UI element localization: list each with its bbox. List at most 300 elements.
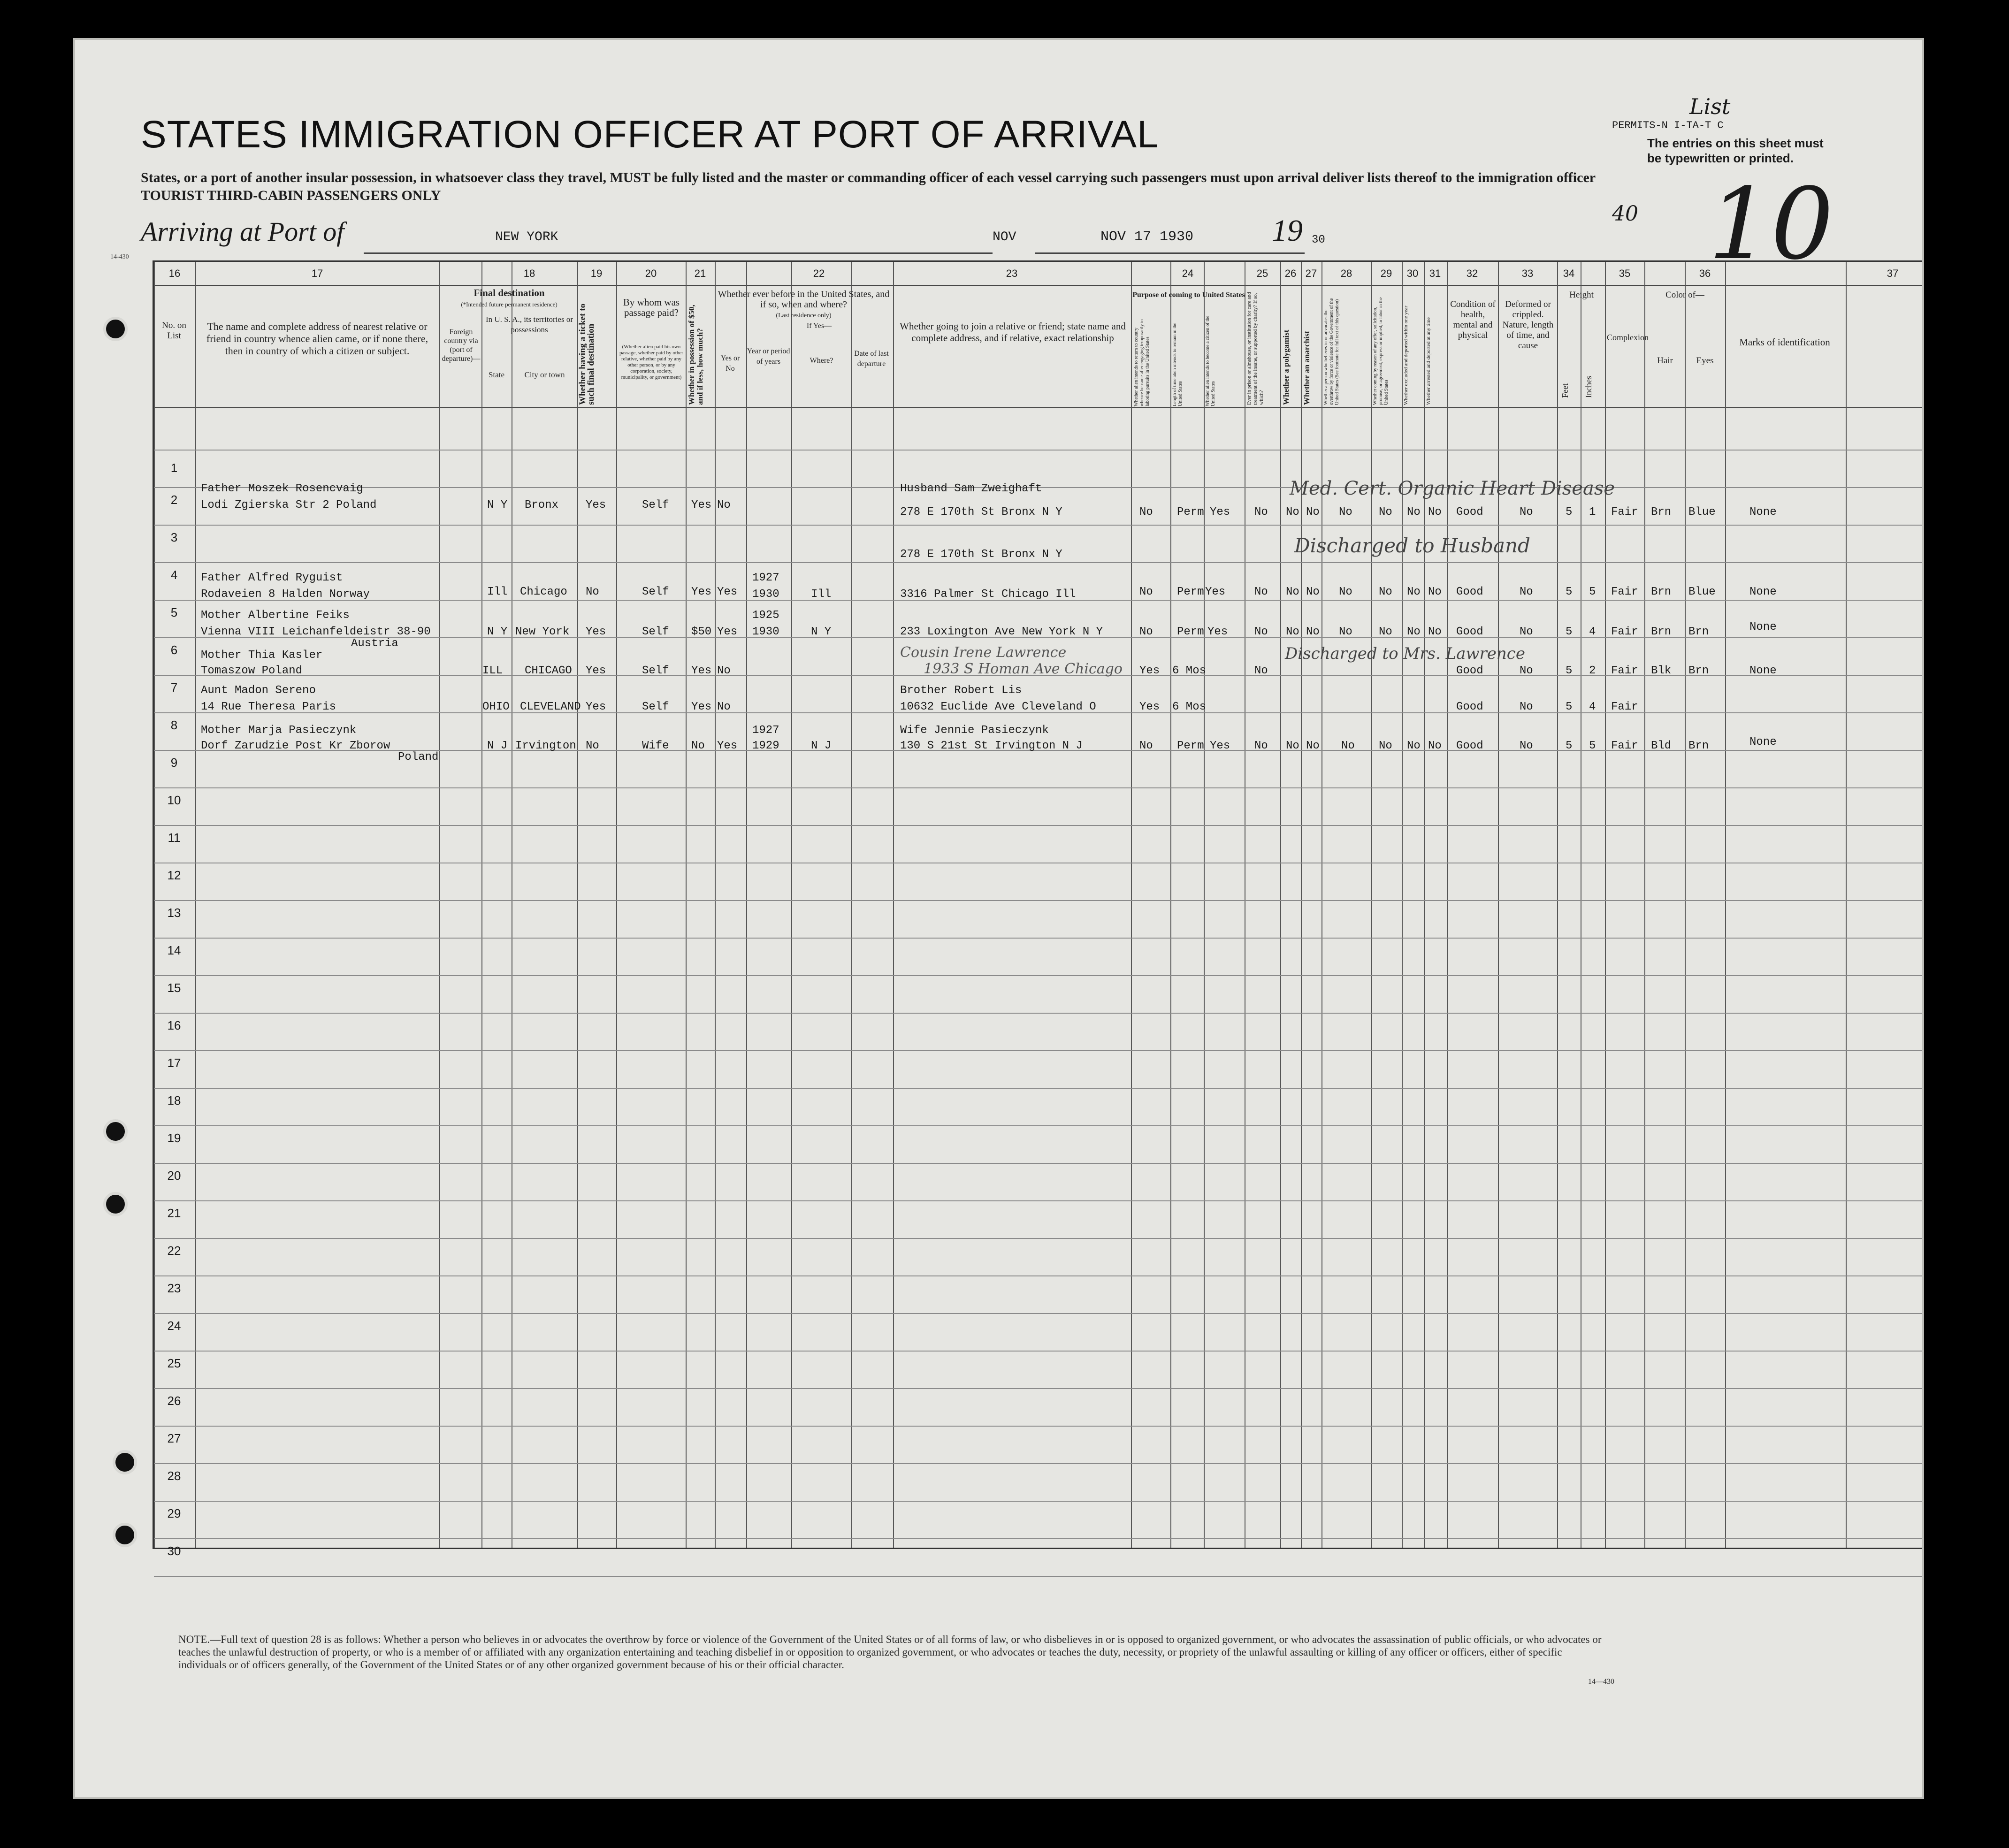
- r4-relative-c: Austria: [351, 637, 398, 650]
- r1-relative-a: Father Moszek Rosencvaig: [201, 482, 363, 495]
- r4-prison: No: [1254, 626, 1268, 638]
- r5-deformed: No: [1520, 664, 1533, 677]
- r7-paid: Wife: [642, 740, 669, 752]
- r5-join: 1933 S Homan Ave Chicago: [924, 661, 1123, 677]
- column-rule: [1557, 262, 1558, 1548]
- column-rule: [195, 262, 196, 1548]
- column-rule: [1301, 262, 1302, 1548]
- r3-inches: 5: [1589, 586, 1596, 598]
- column-number: 33: [1521, 267, 1534, 279]
- r6-health: Good: [1456, 701, 1483, 713]
- r3-eyes: Blue: [1688, 586, 1716, 598]
- row-number: 10: [167, 793, 181, 807]
- r6-money: Yes: [691, 701, 712, 713]
- r3-money: Yes: [691, 586, 712, 598]
- r4-join: 233 Loxington Ave New York N Y: [900, 626, 1103, 638]
- row-number: 16: [167, 1018, 181, 1032]
- col-header-overthrow: Whether a person who believes in or advocates the overthrow by force or violence of the Government of the United States (See footnote for full text of this question): [1323, 298, 1340, 405]
- r4-feet: 5: [1566, 626, 1573, 638]
- row-rule: [154, 1275, 1922, 1276]
- r4-citizen: Yes: [1207, 626, 1228, 638]
- r3-anarchist: No: [1306, 586, 1320, 598]
- column-rule: [715, 262, 716, 1548]
- column-rule: [851, 262, 852, 1548]
- form-number-top: 14-430: [110, 253, 129, 260]
- arrival-line: [141, 216, 1922, 258]
- col-header-city: City or town: [524, 370, 565, 379]
- r6-feet: 5: [1566, 701, 1573, 713]
- col-header-polygamist: Whether a polygamist: [1282, 329, 1291, 405]
- footnote-form-number: 14—430: [1588, 1678, 1614, 1686]
- row-number: 12: [167, 868, 181, 882]
- footnote: [178, 1633, 1614, 1686]
- column-rule: [1371, 262, 1372, 1548]
- r3-city: Chicago: [520, 586, 567, 598]
- col-header-offer: Whether coming by reason of any offer, solicitation, promise, or agreement, express or implied, to labor in the United States: [1373, 297, 1389, 405]
- col-header-inches: Inches: [1584, 376, 1593, 398]
- col-header-return: Whether alien intends to return to country whence he came after engaging temporarily in laboring pursuits in the United States: [1134, 319, 1150, 406]
- row-number: 21: [167, 1206, 181, 1220]
- col-header-deformed: Deformed or crippled. Nature, length of time, and cause: [1502, 299, 1554, 351]
- col-header-paid: By whom was passage paid?: [623, 297, 680, 318]
- r3-offer: No: [1379, 586, 1392, 598]
- r1-ticket: Yes: [586, 499, 606, 512]
- row-number: 4: [170, 568, 178, 582]
- r1-length: Perm: [1177, 506, 1204, 519]
- row-rule: [154, 1163, 1922, 1164]
- r3-relative-a: Father Alfred Ryguist: [201, 572, 343, 584]
- r7-feet: 5: [1566, 740, 1573, 752]
- r5-money: Yes: [691, 664, 712, 677]
- footnote-text: NOTE.—Full text of question 28 is as follows: Whether a person who believes in or advocates the overthrow by force or violence of the Government of the United States or of all forms of law, or who disbelieves in or is opposed to organized government, or who advocates the assassination of public officials, or who advocates or teaches the unlawful destruction of property, or who is a member of or affiliated with any organization entertaining and teaching disbelief in or opposition to organized government, or who advocates or teaches the duty, necessity, or propriety of the unlawful assaulting or killing of any officer or officers, either of specific individuals or of officers generally, of the Government of the United States or of any other organized government because of his or their official character.: [178, 1634, 1602, 1671]
- r5-hair: Blk: [1651, 664, 1672, 677]
- r4-city: New York: [515, 626, 570, 638]
- r4-ticket: Yes: [586, 626, 606, 638]
- r7-relative-c: Poland: [398, 751, 439, 764]
- column-number: 37: [1887, 267, 1899, 279]
- r4-paid: Self: [642, 626, 669, 638]
- row-number: 26: [167, 1394, 181, 1408]
- column-number: 22: [813, 267, 825, 279]
- r6-state: OHIO: [482, 701, 510, 713]
- r3-return: No: [1139, 586, 1153, 598]
- instruction-text: [141, 169, 1689, 205]
- row-rule: [154, 562, 1922, 563]
- r1-marks: None: [1749, 506, 1777, 519]
- row-rule: [154, 1200, 1922, 1201]
- binder-hole: [113, 1523, 137, 1547]
- row-number: 17: [167, 1056, 181, 1070]
- r4-arrested: No: [1428, 626, 1442, 638]
- r1-join-b: 278 E 170th St Bronx N Y: [900, 506, 1062, 519]
- r1-anarchist: No: [1306, 506, 1320, 519]
- row-rule: [154, 1426, 1922, 1427]
- r7-marks: None: [1749, 736, 1777, 748]
- row-rule: [154, 525, 1922, 526]
- r6-length: 6 Mos: [1172, 701, 1207, 713]
- column-rule: [577, 262, 578, 1548]
- column-number: 19: [590, 267, 603, 279]
- row-rule: [154, 900, 1922, 901]
- arriving-label: Arriving at Port of: [141, 216, 344, 247]
- column-number: 34: [1563, 267, 1575, 279]
- r4-relative-b: Vienna VIII Leichanfeldeistr 38-90: [201, 626, 431, 638]
- r1-prison: No: [1254, 506, 1268, 519]
- column-rule: [1204, 262, 1205, 1548]
- r5-return: Yes: [1139, 664, 1160, 677]
- r7-anarchist: No: [1306, 740, 1320, 752]
- r5-before: No: [717, 664, 731, 677]
- r1-deformed: No: [1520, 506, 1533, 519]
- r4-year-a: 1925: [752, 609, 779, 622]
- column-rule: [616, 262, 617, 1548]
- r1-paid: Self: [642, 499, 669, 512]
- row-number: 19: [167, 1131, 181, 1145]
- column-rule: [154, 262, 155, 1548]
- r7-citizen: Yes: [1210, 740, 1230, 752]
- subtitle: TOURIST THIRD-CABIN PASSENGERS ONLY: [141, 188, 441, 203]
- row-rule: [154, 825, 1922, 826]
- r5-eyes: Brn: [1688, 664, 1709, 677]
- r3-where: Ill: [811, 588, 832, 601]
- page-title: STATES IMMIGRATION OFFICER AT PORT OF ARRIVAL: [141, 113, 1159, 156]
- r3-year-a: 1927: [752, 572, 779, 584]
- instruction-line: States, or a port of another insular possession, in whatsoever class they travel, MUST be fully listed and the master or commanding officer of each vessel carrying such passengers must upon arrival deliver lists thereof to the immigration officer: [141, 170, 1596, 185]
- r7-eyes: Brn: [1688, 740, 1709, 752]
- binder-hole: [113, 1450, 137, 1474]
- r4-where: N Y: [811, 626, 832, 638]
- r5-prison: No: [1254, 664, 1268, 677]
- row-number: 6: [170, 643, 178, 657]
- r6-complexion: Fair: [1611, 701, 1638, 713]
- r1-join-a: Husband Sam Zweighaft: [900, 482, 1042, 495]
- row-rule: [154, 450, 1922, 451]
- r3-polygamist: No: [1286, 586, 1299, 598]
- column-number: 26: [1284, 267, 1297, 279]
- r1-overthrow: No: [1339, 506, 1352, 519]
- column-number: 30: [1406, 267, 1419, 279]
- list-number: 10: [1708, 167, 1834, 282]
- r3-ticket: No: [586, 586, 599, 598]
- col-header-join: Whether going to join a relative or friend; state name and complete address, and if relative, exact relationship: [900, 321, 1126, 344]
- manifest-page: [75, 40, 1922, 1797]
- r7-offer: No: [1379, 740, 1392, 752]
- r4-health: Good: [1456, 626, 1483, 638]
- r3-year-b: 1930: [752, 588, 779, 601]
- column-number: 31: [1429, 267, 1441, 279]
- r6-relative-b: 14 Rue Theresa Paris: [201, 701, 336, 713]
- row-rule: [154, 1050, 1922, 1051]
- r1-city: Bronx: [525, 499, 559, 512]
- column-rule: [746, 262, 747, 1548]
- row-number: 23: [167, 1281, 181, 1295]
- col-header-where: Where?: [810, 357, 833, 365]
- r3-overthrow: No: [1339, 586, 1352, 598]
- column-rule: [1605, 262, 1606, 1548]
- r7-year-a: 1927: [752, 724, 779, 737]
- r3-deformed: No: [1520, 586, 1533, 598]
- r3-arrested: No: [1428, 586, 1442, 598]
- r4-year-b: 1930: [752, 626, 779, 638]
- row-rule: [154, 1501, 1922, 1502]
- r6-join-b: 10632 Euclide Ave Cleveland O: [900, 701, 1096, 713]
- column-rule: [1280, 262, 1281, 1548]
- column-number-rule: [154, 285, 1922, 286]
- r5-relative-b: Tomaszow Poland: [201, 664, 303, 677]
- row-number: 22: [167, 1244, 181, 1258]
- r5-handwritten-cousin: Cousin Irene Lawrence: [900, 644, 1067, 661]
- r3-health: Good: [1456, 586, 1483, 598]
- r6-deformed: No: [1520, 701, 1533, 713]
- column-rule: [481, 262, 482, 1548]
- col-header-before: Whether ever before in the United States, and if so, when and where?: [718, 289, 890, 310]
- row-number: 30: [167, 1544, 181, 1558]
- r5-complexion: Fair: [1611, 664, 1638, 677]
- row-number: 29: [167, 1506, 181, 1520]
- r5-length: 6 Mos: [1172, 664, 1207, 677]
- r4-return: No: [1139, 626, 1153, 638]
- column-rule: [1498, 262, 1499, 1548]
- column-number: 32: [1466, 267, 1478, 279]
- col-header-date-departure: Date of last departure: [854, 350, 889, 368]
- r7-excluded: No: [1407, 740, 1421, 752]
- r7-inches: 5: [1589, 740, 1596, 752]
- col-header-marks: Marks of identification: [1739, 336, 1830, 348]
- col-header-yes-no: Yes or No: [720, 354, 740, 373]
- col-header-hair: Hair: [1657, 356, 1673, 366]
- column-rule: [1131, 262, 1132, 1548]
- r4-length: Perm: [1177, 626, 1204, 638]
- r3-paid: Self: [642, 586, 669, 598]
- column-number: 25: [1256, 267, 1268, 279]
- r7-length: Perm: [1177, 740, 1204, 752]
- row-number: 28: [167, 1469, 181, 1483]
- r4-before: Yes: [717, 626, 738, 638]
- row-rule: [154, 1125, 1922, 1126]
- col-header-citizen: Whether alien intends to become a citizen of the United States: [1205, 315, 1216, 406]
- row-number: 15: [167, 981, 181, 995]
- r7-prison: No: [1254, 740, 1268, 752]
- r1-complexion: Fair: [1611, 506, 1638, 519]
- r7-ticket: No: [586, 740, 599, 752]
- r1-excluded: No: [1407, 506, 1421, 519]
- row-rule: [154, 787, 1922, 788]
- r1-money: Yes: [691, 499, 712, 512]
- r5-relative-a: Mother Thia Kasler: [201, 649, 323, 662]
- row-rule: [154, 1013, 1922, 1014]
- row-rule: [154, 1538, 1922, 1539]
- column-rule: [439, 262, 440, 1548]
- binder-hole: [103, 317, 128, 341]
- r7-join-b: 130 S 21st St Irvington N J: [900, 740, 1083, 752]
- row-rule: [154, 1238, 1922, 1239]
- r6-paid: Self: [642, 701, 669, 713]
- row-number: 1: [170, 461, 178, 475]
- column-rule: [1424, 262, 1425, 1548]
- row-number: 24: [167, 1319, 181, 1333]
- column-number: 21: [694, 267, 706, 279]
- column-rule: [893, 262, 894, 1548]
- r7-health: Good: [1456, 740, 1483, 752]
- r1-citizen: Yes: [1210, 506, 1230, 519]
- column-number: 16: [168, 267, 181, 279]
- binder-hole: [103, 1119, 128, 1144]
- row-number: 27: [167, 1431, 181, 1445]
- row-rule: [154, 938, 1922, 939]
- r4-offer: No: [1379, 626, 1392, 638]
- r3-hair: Brn: [1651, 586, 1672, 598]
- col-header-destination: Final destination: [474, 287, 545, 298]
- col-header-complexion: Complexion: [1607, 333, 1649, 342]
- row-number: 18: [167, 1093, 181, 1107]
- r5-city: CHICAGO: [525, 664, 572, 677]
- r5-state: ILL: [482, 664, 503, 677]
- r3-before: Yes: [717, 586, 738, 598]
- r4-inches: 4: [1589, 626, 1596, 638]
- r7-join-a: Wife Jennie Pasieczynk: [900, 724, 1049, 737]
- r3-complexion: Fair: [1611, 586, 1638, 598]
- r7-relative-a: Mother Marja Pasieczynk: [201, 724, 357, 737]
- col-header-before-sub: (Last residence only): [776, 312, 832, 319]
- r3-relative-b: Rodaveien 8 Halden Norway: [201, 588, 370, 601]
- r7-hair: Bld: [1651, 740, 1672, 752]
- column-number: 17: [311, 267, 323, 279]
- row-number: 14: [167, 943, 181, 957]
- r4-complexion: Fair: [1611, 626, 1638, 638]
- r1-offer: No: [1379, 506, 1392, 519]
- r7-complexion: Fair: [1611, 740, 1638, 752]
- entries-note-1: The entries on this sheet must: [1647, 136, 1824, 150]
- col-header-state: State: [489, 370, 504, 379]
- r4-hair: Brn: [1651, 626, 1672, 638]
- r7-before: Yes: [717, 740, 738, 752]
- column-number: 23: [1006, 267, 1018, 279]
- column-number: 27: [1305, 267, 1317, 279]
- r3-feet: 5: [1566, 586, 1573, 598]
- r4-marks: None: [1749, 621, 1777, 634]
- r7-year-b: 1929: [752, 740, 779, 752]
- column-number: 29: [1380, 267, 1392, 279]
- year-suffix: 30: [1312, 234, 1325, 246]
- column-number: 24: [1182, 267, 1194, 279]
- r3-excluded: No: [1407, 586, 1421, 598]
- permits-code: PERMITS-N I-TA-T C: [1612, 120, 1724, 131]
- column-number: 28: [1340, 267, 1352, 279]
- r1-eyes: Blue: [1688, 506, 1716, 519]
- column-rule: [1725, 262, 1726, 1548]
- column-number: 35: [1619, 267, 1631, 279]
- r6-join-a: Brother Robert Lis: [900, 684, 1022, 697]
- r2-handwritten-note: Discharged to Husband: [1294, 534, 1530, 557]
- r5-inches: 2: [1589, 664, 1596, 677]
- r7-deformed: No: [1520, 740, 1533, 752]
- col-header-money: Whether in possession of $50, and if less, how much?: [687, 305, 704, 405]
- r1-feet: 5: [1566, 506, 1573, 519]
- r6-return: Yes: [1139, 701, 1160, 713]
- r1-inches: 1: [1589, 506, 1596, 519]
- row-number: 8: [170, 718, 178, 732]
- row-number: 25: [167, 1356, 181, 1370]
- r4-money: $50: [691, 626, 712, 638]
- col-header-feet: Feet: [1560, 383, 1570, 398]
- col-header-eyes: Eyes: [1696, 356, 1714, 366]
- r7-relative-b: Dorf Zarudzie Post Kr Zborow: [201, 740, 390, 752]
- r1-return: No: [1139, 506, 1153, 519]
- passenger-table: [153, 260, 1922, 1558]
- r6-relative-a: Aunt Madon Sereno: [201, 684, 316, 697]
- col-header-foreign: Foreign country via (port of departure)—: [442, 328, 481, 363]
- column-rule: [686, 262, 687, 1548]
- row-number: 20: [167, 1168, 181, 1183]
- r1-health: Good: [1456, 506, 1483, 519]
- col-header-destination-sub: (*Intended future permanent residence): [461, 301, 558, 308]
- col-header-anarchist: Whether an anarchist: [1302, 330, 1311, 405]
- r7-overthrow: No: [1341, 740, 1355, 752]
- col-header-relative: The name and complete address of nearest relative or friend in country whence alien came, or if none there, then in country of which a citizen or subject.: [206, 321, 428, 357]
- r1-arrested: No: [1428, 506, 1442, 519]
- r7-polygamist: No: [1286, 740, 1299, 752]
- r3-marks: None: [1749, 586, 1777, 598]
- r1-hair: Brn: [1651, 506, 1672, 519]
- column-rule: [1402, 262, 1403, 1548]
- date-rule: [1035, 252, 1305, 254]
- r1-before: No: [717, 499, 731, 512]
- r5-ticket: Yes: [586, 664, 606, 677]
- page-forty: 40: [1612, 202, 1638, 226]
- arrival-stamp-date: NOV 17 1930: [1100, 229, 1194, 245]
- r2-join: 278 E 170th St Bronx N Y: [900, 548, 1062, 561]
- r6-before: No: [717, 701, 731, 713]
- column-rule: [1170, 262, 1171, 1548]
- col-header-color: Color of—: [1665, 290, 1704, 300]
- col-header-height: Height: [1569, 290, 1594, 300]
- col-header-ticket: Whether having a ticket to such final destination: [578, 303, 596, 405]
- row-number: 5: [170, 605, 178, 619]
- row-number: 2: [170, 493, 178, 507]
- r3-length: Perm: [1177, 586, 1204, 598]
- r3-citizen: Yes: [1205, 586, 1226, 598]
- row-number: 13: [167, 906, 181, 920]
- year-prefix: 19: [1272, 214, 1303, 248]
- column-number: 20: [645, 267, 657, 279]
- row-rule: [154, 1576, 1922, 1577]
- row-rule: [154, 1388, 1922, 1389]
- port-name: NEW YORK: [495, 230, 558, 244]
- r4-state: N Y: [487, 626, 508, 638]
- r7-money: No: [691, 740, 705, 752]
- r3-join: 3316 Palmer St Chicago Ill: [900, 588, 1076, 601]
- row-rule: [154, 1313, 1922, 1314]
- column-rule: [1447, 262, 1448, 1548]
- r4-eyes: Brn: [1688, 626, 1709, 638]
- col-header-arrested: Whether arrested and deported at any time: [1426, 317, 1431, 405]
- r4-relative-a: Mother Albertine Feiks: [201, 609, 350, 622]
- col-header-health: Condition of health, mental and physical: [1450, 299, 1496, 340]
- row-rule: [154, 975, 1922, 976]
- col-header-if-yes: If Yes—: [806, 322, 832, 330]
- header-rule: [154, 407, 1922, 408]
- col-header-purpose: Purpose of coming to United States: [1132, 291, 1245, 299]
- r7-state: N J: [487, 740, 508, 752]
- port-rule: [364, 252, 993, 254]
- row-rule: [154, 1351, 1922, 1352]
- col-header-usa: In U. S. A., its territories or possessions: [485, 315, 573, 334]
- col-header-prison: Ever in prison or almshouse, or institution for care and treatment of the insane, or supported by charity? If so, which?: [1246, 292, 1264, 405]
- r4-overthrow: No: [1339, 626, 1352, 638]
- r5-handwritten-note: Discharged to Mrs. Lawrence: [1285, 644, 1525, 663]
- col-header-year: Year or period of years: [747, 347, 790, 366]
- binder-hole: [103, 1192, 128, 1216]
